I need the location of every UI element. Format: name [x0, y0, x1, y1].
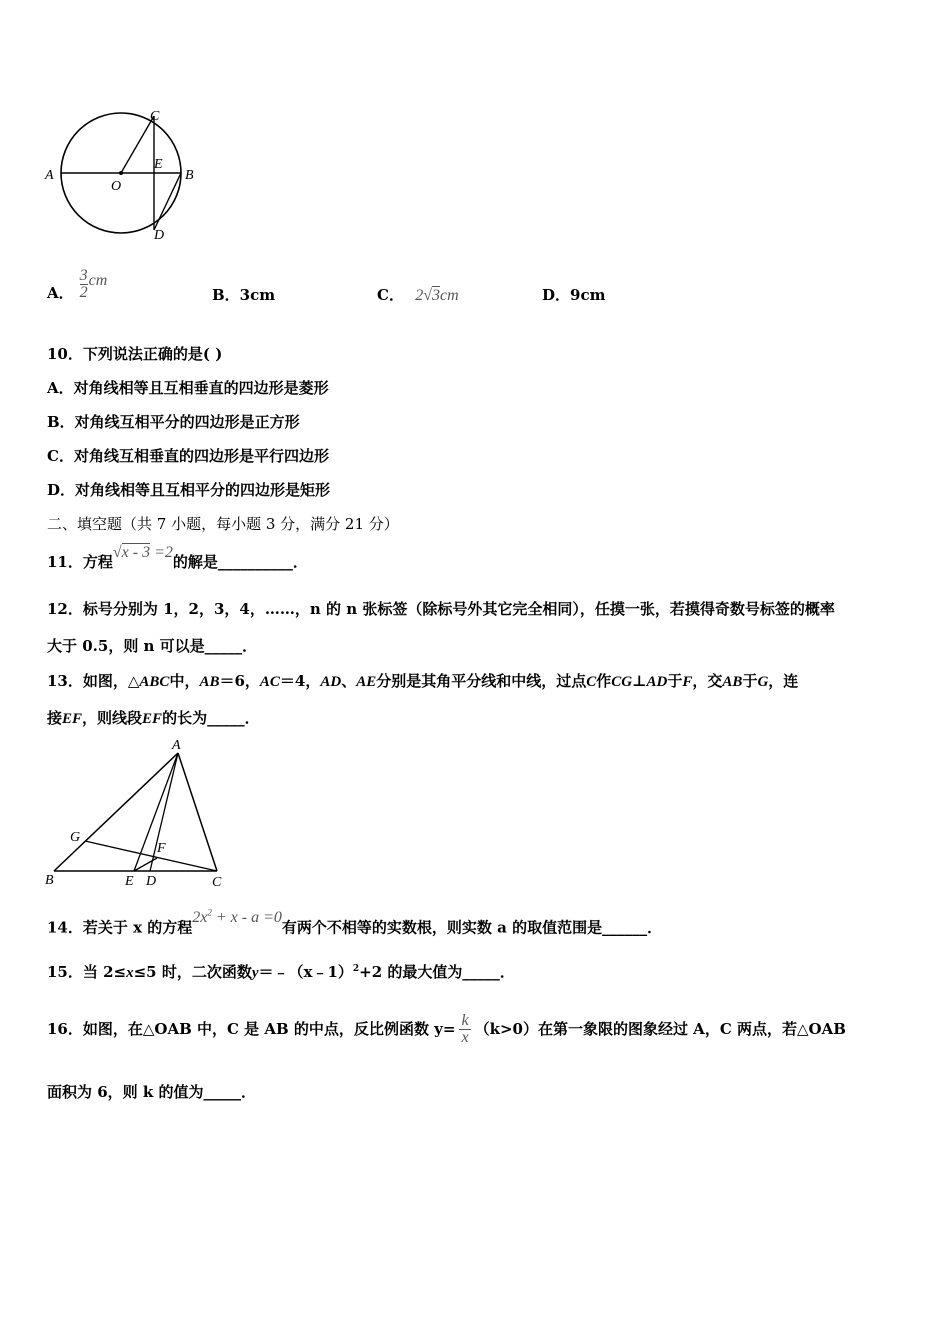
circle-figure [40, 105, 210, 245]
sqrt-icon: √ [112, 544, 122, 561]
q15 [47, 959, 515, 983]
q16-prefix: 16．如图，在△OAB 中，C 是 AB 的中点，反比例函数 y= [47, 1020, 456, 1038]
q13-var: AD [646, 674, 668, 690]
section-2-title: 二、填空题（共 7 小题，每小题 3 分，满分 21 分） [47, 515, 399, 533]
q15-var: y [251, 965, 259, 981]
q13-var: EF [62, 711, 83, 727]
q12-line1: 12．标号分别为 1，2，3，4，……，n 的 n 张标签（除标号外其它完全相同），任摸一张，若摸得奇数号标签的概率 [47, 600, 835, 618]
q14-prefix: 14．若关于 x 的方程 [47, 918, 193, 937]
q13-text: 于 [742, 672, 758, 690]
q14-suffix: 有两个不相等的实数根，则实数 a 的取值范围是______． [281, 918, 663, 937]
q13-var: C [586, 674, 597, 690]
center-point [119, 171, 123, 175]
q13-text: ，则线段 [82, 709, 143, 727]
sqrt-icon: √ [423, 287, 432, 304]
q13-var: F [682, 674, 693, 690]
q13-line2 [47, 708, 260, 729]
q16-line2: 面积为 6，则 k 的值为_____． [47, 1083, 256, 1101]
q16-numerator: k [461, 1011, 469, 1029]
label-g: G [70, 830, 81, 845]
chord-bd [154, 173, 181, 230]
q10-option-c: C．对角线互相垂直的四边形是平行四边形 [47, 447, 329, 465]
q14-eq-exponent: 2 [207, 908, 212, 918]
q13-text: 接 [47, 709, 63, 727]
q15-text: ≤5 时，二次函数 [133, 963, 252, 981]
q13-var: EF [142, 711, 163, 727]
q13-text: ＝4， [279, 672, 321, 690]
label-c: C [212, 875, 222, 890]
q9-c-radicand: 3 [431, 287, 440, 304]
q10-option-a: A．对角线相等且互相垂直的四边形是菱形 [47, 379, 329, 397]
q12-line2: 大于 0.5，则 n 可以是_____． [47, 637, 258, 655]
label-a: A [172, 738, 181, 753]
q14 [47, 908, 663, 938]
q13-text: ，连 [768, 672, 799, 690]
q13-text: 于 [667, 672, 683, 690]
q15-text: ＝﹣（x﹣1） [258, 963, 353, 981]
label-a: A [45, 168, 54, 183]
q10-stem: 10．下列说法正确的是( ) [47, 345, 223, 363]
q16-suffix: （k>0）在第一象限的图象经过 A，C 两点，若△OAB [474, 1020, 846, 1038]
q9-option-a-fraction [80, 268, 88, 301]
q9-option-a-prefix: A． [47, 284, 74, 302]
q13-var: G [757, 674, 769, 690]
q13-var: AE [356, 674, 377, 690]
q13-var: CG [611, 674, 633, 690]
q9-a-denominator: 2 [79, 283, 88, 301]
q13-text: 的长为_____． [162, 709, 260, 727]
label-d: D [146, 874, 157, 889]
perpendicular-icon: ⊥ [632, 672, 647, 690]
label-c: C [150, 109, 160, 124]
q9-c-unit: cm [439, 287, 459, 304]
q13-var: AB [199, 674, 220, 690]
q13-var: AD [320, 674, 342, 690]
q13-text: 、 [341, 672, 357, 690]
q11-prefix: 11．方程 [47, 553, 113, 571]
label-e: E [125, 874, 134, 889]
side-ac [178, 753, 217, 871]
q9-option-b: B．3cm [212, 286, 276, 304]
q15-exponent: 2 [352, 964, 360, 974]
q16-fraction [459, 1013, 470, 1046]
q13-text: 作 [596, 672, 612, 690]
label-f: F [157, 841, 166, 856]
q13-var: ABC [139, 674, 170, 690]
q10-option-d: D．对角线相等且互相平分的四边形是矩形 [47, 481, 331, 499]
label-b: B [185, 168, 194, 183]
label-e: E [154, 157, 163, 172]
q15-var: x [126, 965, 134, 981]
q16-line1 [47, 1000, 846, 1058]
q11-suffix: 的解是__________． [172, 553, 308, 571]
label-b: B [45, 873, 54, 888]
triangle-figure [40, 735, 230, 895]
q13-var: AC [259, 674, 280, 690]
q15-text: +2 的最大值为_____． [359, 963, 515, 981]
q9-option-a [47, 262, 107, 306]
q13-text: ＝6， [219, 672, 260, 690]
q14-eq-rest: + x - a =0 [211, 909, 282, 927]
q11-radicand: x - 3 [121, 544, 151, 561]
q16-denominator: x [461, 1028, 469, 1046]
q9-c-coef: 2 [415, 287, 424, 304]
q13-text: 分别是其角平分线和中线，过点 [376, 672, 587, 690]
q9-option-c [377, 285, 459, 306]
q14-equation [192, 909, 282, 926]
q9-option-c-prefix: C． [377, 286, 404, 304]
q13-text: ，交 [692, 672, 723, 690]
q9-a-numerator: 3 [79, 266, 88, 284]
label-o: O [111, 179, 122, 194]
label-d: D [154, 228, 165, 243]
q10-option-b: B．对角线互相平分的四边形是正方形 [47, 413, 300, 431]
q13-text: 中， [169, 672, 200, 690]
q13-var: AB [722, 674, 743, 690]
q9-a-unit: cm [88, 272, 108, 289]
q15-text: 15．当 2≤ [47, 963, 127, 981]
q11 [47, 544, 308, 573]
q13-line1 [47, 671, 798, 692]
q9-option-d: D．9cm [542, 286, 606, 304]
radius-oc [121, 116, 154, 173]
q11-rhs: =2 [154, 544, 173, 561]
q13-text: 13．如图，△ [47, 672, 140, 690]
q14-eq-term: 2x [192, 909, 208, 927]
